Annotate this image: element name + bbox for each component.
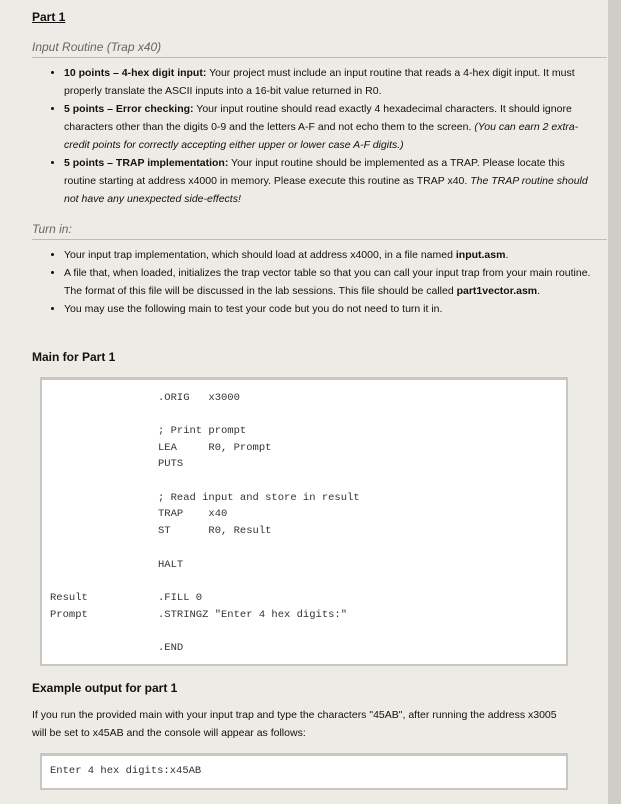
code-line: .ORIG x3000 <box>158 392 240 404</box>
list-item: • A file that, when loaded, initializes the trap vector table so that you can call your input trap from your main routine. The format of this file will be discussed in the lab sessions. This file should be called part1vector.asm. <box>64 264 594 300</box>
code-line: ST R0, Result <box>158 525 272 537</box>
section-divider <box>32 239 607 240</box>
code-line: .STRINGZ "Enter 4 hex digits:" <box>158 609 348 621</box>
input-routine-title: Input Routine (Trap x40) <box>32 40 162 54</box>
code-line: ; Read input and store in result <box>158 492 360 504</box>
list-item: • 5 points – TRAP implementation: Your input routine should be implemented as a TRAP. Please locate this routine starting at address x4000 in memory. Please execute this routine as TRAP x40. The TRAP routine should not have any unexpected side-effects! <box>64 154 594 208</box>
list-item: • 10 points – 4-hex digit input: Your project must include an input routine that reads a 4-hex digit input. It must properly translate the ASCII inputs into a 16-bit value returned in R0. <box>64 64 594 100</box>
code-line: PUTS <box>158 458 184 470</box>
console-output-block <box>40 753 568 790</box>
code-line: HALT <box>158 559 184 571</box>
code-line: .FILL 0 <box>158 592 203 604</box>
list-item: • 5 points – Error checking: Your input routine should read exactly 4 hexadecimal characters. It should ignore characters other than the digits 0-9 and the letters A-F and not echo them to the screen. (You can earn 2 extra-credit points for correctly accepting either upper or lower case A-F digits.) <box>64 100 594 154</box>
code-label: Result <box>50 592 88 604</box>
main-heading: Main for Part 1 <box>32 350 116 364</box>
section-divider <box>32 57 607 58</box>
code-label: Prompt <box>50 609 88 621</box>
code-block <box>40 377 568 666</box>
list-item: • Your input trap implementation, which should load at address x4000, in a file named input.asm. <box>64 246 594 264</box>
list-item: • You may use the following main to test your code but you do not need to turn it in. <box>64 300 594 318</box>
example-paragraph: If you run the provided main with your input trap and type the characters "45AB", after running the address x3005 will be set to x45AB and the console will appear as follows: <box>32 709 557 739</box>
code-line: LEA R0, Prompt <box>158 442 272 454</box>
console-output: Enter 4 hex digits:x45AB <box>50 765 202 777</box>
requirements-list <box>46 64 594 208</box>
example-heading: Example output for part 1 <box>32 681 178 695</box>
code-line: ; Print prompt <box>158 425 247 437</box>
part-title: Part 1 <box>32 10 66 24</box>
turn-in-title: Turn in: <box>32 222 72 236</box>
turn-in-list <box>46 246 594 318</box>
code-line: TRAP x40 <box>158 508 228 520</box>
code-line: .END <box>158 642 184 654</box>
